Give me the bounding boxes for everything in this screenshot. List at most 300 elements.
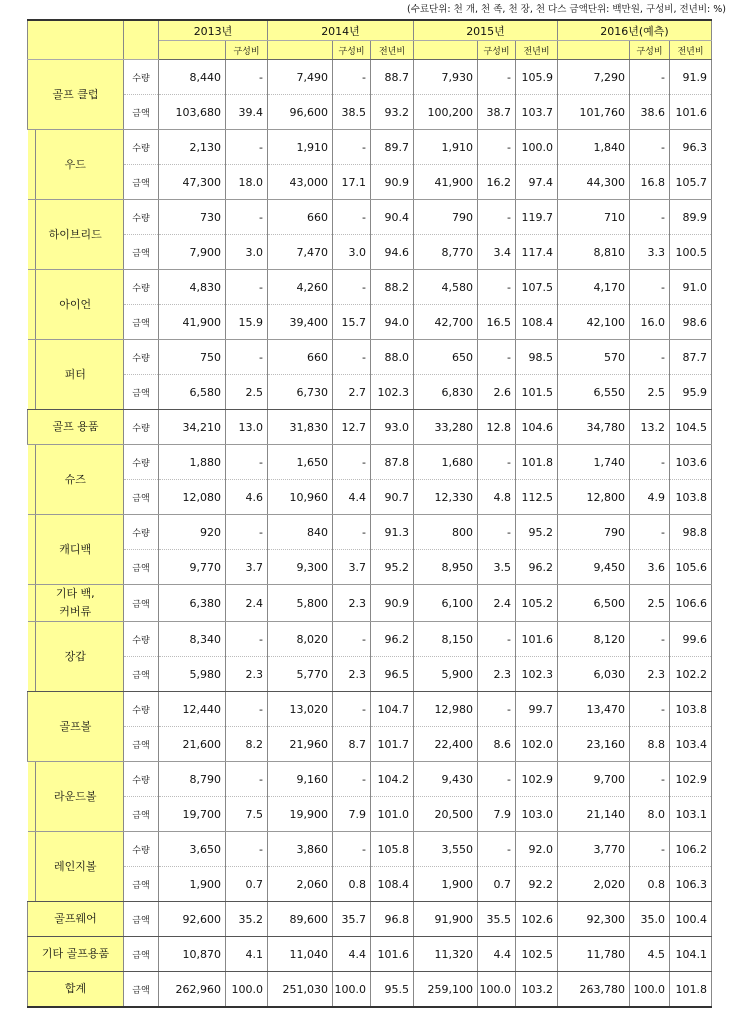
value-cell: 100.0 — [516, 130, 558, 165]
value-cell: - — [630, 692, 670, 727]
value-cell: - — [226, 622, 268, 657]
value-cell: 104.1 — [670, 937, 712, 972]
value-cell: 8.6 — [478, 727, 516, 762]
value-cell: 6,550 — [558, 375, 630, 410]
value-cell: 3.0 — [333, 235, 371, 270]
value-cell: 2,060 — [268, 867, 333, 902]
category-label: 기타 골프용품 — [28, 937, 124, 972]
value-cell: 1,900 — [414, 867, 478, 902]
value-cell: 19,900 — [268, 797, 333, 832]
value-cell: 3,550 — [414, 832, 478, 867]
value-cell: 3.7 — [333, 550, 371, 585]
value-cell: 8.7 — [333, 727, 371, 762]
value-cell: 6,580 — [159, 375, 226, 410]
measure-label: 수량 — [124, 515, 159, 550]
value-cell: 104.6 — [516, 410, 558, 445]
value-cell: 104.2 — [371, 762, 414, 797]
value-cell: 15.9 — [226, 305, 268, 340]
value-cell: 8,120 — [558, 622, 630, 657]
value-cell: 2.6 — [478, 375, 516, 410]
value-cell: 11,780 — [558, 937, 630, 972]
value-cell: 12,330 — [414, 480, 478, 515]
measure-label: 금액 — [124, 305, 159, 340]
value-cell: 5,770 — [268, 657, 333, 692]
category-label: 골프 클럽 — [28, 60, 124, 130]
value-cell: 7,490 — [268, 60, 333, 95]
subcategory-label: 아이언 — [28, 270, 124, 340]
value-cell: 0.7 — [478, 867, 516, 902]
value-cell: 92.2 — [516, 867, 558, 902]
value-cell: 790 — [558, 515, 630, 550]
value-cell: 8,790 — [159, 762, 226, 797]
value-cell: 104.7 — [371, 692, 414, 727]
value-cell: 88.2 — [371, 270, 414, 305]
value-cell: 96.8 — [371, 902, 414, 937]
value-cell: 570 — [558, 340, 630, 375]
measure-header-cell — [124, 20, 159, 60]
value-cell: 88.7 — [371, 60, 414, 95]
value-cell: 105.8 — [371, 832, 414, 867]
value-cell: 91,900 — [414, 902, 478, 937]
value-cell: 12,980 — [414, 692, 478, 727]
value-cell: 99.7 — [516, 692, 558, 727]
value-cell: 13,020 — [268, 692, 333, 727]
value-cell: 96.5 — [371, 657, 414, 692]
value-cell: 92,300 — [558, 902, 630, 937]
table-row — [28, 797, 712, 832]
value-cell: 95.2 — [371, 550, 414, 585]
value-cell: 19,700 — [159, 797, 226, 832]
value-cell: 94.6 — [371, 235, 414, 270]
value-cell: 4.8 — [478, 480, 516, 515]
value-cell: 13,470 — [558, 692, 630, 727]
value-cell: 0.7 — [226, 867, 268, 902]
value-cell: 8,020 — [268, 622, 333, 657]
value-cell: 35.7 — [333, 902, 371, 937]
value-cell: 105.7 — [670, 165, 712, 200]
value-cell: 34,210 — [159, 410, 226, 445]
value-cell: 12,800 — [558, 480, 630, 515]
value-cell: 89,600 — [268, 902, 333, 937]
unit-note: (수료단위: 천 개, 천 족, 천 장, 천 다스 금액단위: 백만원, 구성비, 전년비: %) — [406, 4, 726, 15]
value-cell: 1,680 — [414, 445, 478, 480]
value-cell: 101.8 — [670, 972, 712, 1008]
value-cell: 4,170 — [558, 270, 630, 305]
value-cell: 100.0 — [226, 972, 268, 1008]
table-row — [28, 270, 712, 305]
value-cell: - — [333, 692, 371, 727]
value-cell: 2.5 — [630, 375, 670, 410]
value-cell: 2,130 — [159, 130, 226, 165]
value-cell: 800 — [414, 515, 478, 550]
measure-label: 금액 — [124, 165, 159, 200]
value-cell: 103.7 — [516, 95, 558, 130]
value-cell: 9,160 — [268, 762, 333, 797]
measure-label: 수량 — [124, 410, 159, 445]
value-cell: 39,400 — [268, 305, 333, 340]
subcategory-label: 하이브리드 — [28, 200, 124, 270]
value-cell: 103.8 — [670, 692, 712, 727]
year-header: 2016년(예측) — [558, 20, 712, 41]
value-cell: - — [478, 60, 516, 95]
value-cell: 3.7 — [226, 550, 268, 585]
value-cell: - — [226, 692, 268, 727]
value-cell: 20,500 — [414, 797, 478, 832]
value-cell: 5,900 — [414, 657, 478, 692]
value-cell: 94.0 — [371, 305, 414, 340]
table-row — [28, 235, 712, 270]
value-cell: 16.5 — [478, 305, 516, 340]
value-cell: 102.9 — [670, 762, 712, 797]
value-cell: - — [226, 762, 268, 797]
subcategory-label: 우드 — [28, 130, 124, 200]
measure-label: 수량 — [124, 762, 159, 797]
value-cell: 2.5 — [630, 585, 670, 622]
value-cell: 12.7 — [333, 410, 371, 445]
measure-label: 금액 — [124, 797, 159, 832]
value-cell: 105.9 — [516, 60, 558, 95]
value-cell: 8.0 — [630, 797, 670, 832]
value-cell: 7.5 — [226, 797, 268, 832]
value-cell: 3.4 — [478, 235, 516, 270]
table-row — [28, 692, 712, 727]
value-cell: 91.0 — [670, 270, 712, 305]
table-row — [28, 622, 712, 657]
value-cell: 2.3 — [333, 657, 371, 692]
value-cell: 103.6 — [670, 445, 712, 480]
table-row — [28, 657, 712, 692]
value-cell: 7,900 — [159, 235, 226, 270]
measure-label: 수량 — [124, 60, 159, 95]
table-row — [28, 410, 712, 445]
value-cell: 35.2 — [226, 902, 268, 937]
value-cell: - — [226, 340, 268, 375]
share-subheader: 구성비 — [226, 41, 268, 60]
measure-label: 금액 — [124, 585, 159, 622]
year-header: 2013년 — [159, 20, 268, 41]
subcategory-label: 장갑 — [28, 622, 124, 692]
value-cell: - — [226, 515, 268, 550]
value-cell: 3.6 — [630, 550, 670, 585]
measure-label: 수량 — [124, 445, 159, 480]
value-cell: 101,760 — [558, 95, 630, 130]
value-cell: 104.5 — [670, 410, 712, 445]
value-cell: 23,160 — [558, 727, 630, 762]
value-cell: 8,340 — [159, 622, 226, 657]
value-cell: 1,740 — [558, 445, 630, 480]
value-cell: 38.5 — [333, 95, 371, 130]
value-cell: 4.4 — [333, 937, 371, 972]
value-cell: - — [630, 130, 670, 165]
value-cell: 101.5 — [516, 375, 558, 410]
value-cell: 8,440 — [159, 60, 226, 95]
value-cell: 2.3 — [478, 657, 516, 692]
value-cell: - — [630, 445, 670, 480]
value-cell: 103.2 — [516, 972, 558, 1008]
value-cell: 103,680 — [159, 95, 226, 130]
value-cell: - — [333, 515, 371, 550]
measure-label: 수량 — [124, 270, 159, 305]
yoy-subheader: 전년비 — [670, 41, 712, 60]
value-cell: - — [333, 130, 371, 165]
measure-label: 금액 — [124, 550, 159, 585]
value-cell: - — [333, 622, 371, 657]
value-cell: 8.2 — [226, 727, 268, 762]
value-cell: 1,650 — [268, 445, 333, 480]
value-cell: 710 — [558, 200, 630, 235]
value-cell: 35.5 — [478, 902, 516, 937]
value-cell: 21,600 — [159, 727, 226, 762]
measure-label: 금액 — [124, 375, 159, 410]
blank-subheader — [414, 41, 478, 60]
table-row — [28, 375, 712, 410]
value-cell: 3,770 — [558, 832, 630, 867]
value-cell: 12.8 — [478, 410, 516, 445]
value-cell: 105.2 — [516, 585, 558, 622]
value-cell: 2.4 — [226, 585, 268, 622]
value-cell: 1,900 — [159, 867, 226, 902]
value-cell: - — [333, 340, 371, 375]
value-cell: 750 — [159, 340, 226, 375]
value-cell: 263,780 — [558, 972, 630, 1008]
value-cell: - — [478, 270, 516, 305]
yoy-subheader: 전년비 — [371, 41, 414, 60]
value-cell: 11,320 — [414, 937, 478, 972]
value-cell: - — [226, 832, 268, 867]
value-cell: 2.5 — [226, 375, 268, 410]
value-cell: - — [478, 445, 516, 480]
value-cell: 0.8 — [333, 867, 371, 902]
measure-label: 수량 — [124, 340, 159, 375]
value-cell: 4,260 — [268, 270, 333, 305]
blank-subheader — [159, 41, 226, 60]
table-body — [28, 60, 712, 1008]
value-cell: 93.0 — [371, 410, 414, 445]
value-cell: 4.1 — [226, 937, 268, 972]
value-cell: 101.7 — [371, 727, 414, 762]
value-cell: - — [226, 130, 268, 165]
value-cell: 95.5 — [371, 972, 414, 1008]
value-cell: 42,700 — [414, 305, 478, 340]
year-header: 2015년 — [414, 20, 558, 41]
value-cell: 10,960 — [268, 480, 333, 515]
measure-label: 수량 — [124, 130, 159, 165]
value-cell: 3.3 — [630, 235, 670, 270]
table-row — [28, 972, 712, 1008]
value-cell: 102.3 — [371, 375, 414, 410]
value-cell: 43,000 — [268, 165, 333, 200]
value-cell: 93.2 — [371, 95, 414, 130]
value-cell: 4.5 — [630, 937, 670, 972]
value-cell: - — [333, 60, 371, 95]
measure-label: 금액 — [124, 972, 159, 1008]
value-cell: 102.2 — [670, 657, 712, 692]
value-cell: 9,450 — [558, 550, 630, 585]
value-cell: 96.2 — [516, 550, 558, 585]
value-cell: 6,030 — [558, 657, 630, 692]
value-cell: 8,810 — [558, 235, 630, 270]
value-cell: 38.6 — [630, 95, 670, 130]
value-cell: 44,300 — [558, 165, 630, 200]
value-cell: - — [478, 762, 516, 797]
measure-label: 수량 — [124, 692, 159, 727]
measure-label: 금액 — [124, 902, 159, 937]
value-cell: 96.2 — [371, 622, 414, 657]
value-cell: 13.0 — [226, 410, 268, 445]
blank-subheader — [558, 41, 630, 60]
value-cell: 9,300 — [268, 550, 333, 585]
blank-subheader — [268, 41, 333, 60]
value-cell: - — [630, 270, 670, 305]
value-cell: 1,910 — [268, 130, 333, 165]
value-cell: 103.4 — [670, 727, 712, 762]
value-cell: 100.0 — [333, 972, 371, 1008]
value-cell: 89.9 — [670, 200, 712, 235]
value-cell: 42,100 — [558, 305, 630, 340]
value-cell: 8,150 — [414, 622, 478, 657]
value-cell: 41,900 — [414, 165, 478, 200]
value-cell: 16.8 — [630, 165, 670, 200]
value-cell: 6,500 — [558, 585, 630, 622]
value-cell: 9,770 — [159, 550, 226, 585]
value-cell: 7,290 — [558, 60, 630, 95]
value-cell: 21,140 — [558, 797, 630, 832]
value-cell: 95.2 — [516, 515, 558, 550]
value-cell: 660 — [268, 200, 333, 235]
subcategory-label: 슈즈 — [28, 445, 124, 515]
value-cell: 87.8 — [371, 445, 414, 480]
table-row — [28, 340, 712, 375]
measure-label: 금액 — [124, 937, 159, 972]
value-cell: 87.7 — [670, 340, 712, 375]
value-cell: 35.0 — [630, 902, 670, 937]
value-cell: - — [226, 60, 268, 95]
table-row — [28, 762, 712, 797]
value-cell: 4,830 — [159, 270, 226, 305]
value-cell: 840 — [268, 515, 333, 550]
value-cell: 107.5 — [516, 270, 558, 305]
value-cell: - — [630, 60, 670, 95]
measure-label: 금액 — [124, 480, 159, 515]
value-cell: 106.6 — [670, 585, 712, 622]
value-cell: 8,950 — [414, 550, 478, 585]
value-cell: - — [478, 622, 516, 657]
value-cell: 103.1 — [670, 797, 712, 832]
value-cell: - — [333, 200, 371, 235]
value-cell: 106.3 — [670, 867, 712, 902]
value-cell: - — [478, 692, 516, 727]
value-cell: 100.0 — [630, 972, 670, 1008]
value-cell: - — [630, 515, 670, 550]
subcategory-label: 퍼터 — [28, 340, 124, 410]
value-cell: 1,840 — [558, 130, 630, 165]
value-cell: 38.7 — [478, 95, 516, 130]
golf-market-table — [27, 19, 712, 1008]
subcategory-label: 기타 백, 커버류 — [28, 585, 124, 622]
value-cell: 102.3 — [516, 657, 558, 692]
value-cell: 3.0 — [226, 235, 268, 270]
value-cell: 920 — [159, 515, 226, 550]
value-cell: 117.4 — [516, 235, 558, 270]
value-cell: 2.4 — [478, 585, 516, 622]
share-subheader: 구성비 — [478, 41, 516, 60]
table-row — [28, 60, 712, 95]
value-cell: 92.0 — [516, 832, 558, 867]
value-cell: 7,470 — [268, 235, 333, 270]
category-label: 골프볼 — [28, 692, 124, 762]
value-cell: 12,440 — [159, 692, 226, 727]
value-cell: 102.6 — [516, 902, 558, 937]
value-cell: 7.9 — [478, 797, 516, 832]
category-label: 골프웨어 — [28, 902, 124, 937]
value-cell: 100.4 — [670, 902, 712, 937]
value-cell: 90.9 — [371, 585, 414, 622]
value-cell: 8.8 — [630, 727, 670, 762]
value-cell: 4.9 — [630, 480, 670, 515]
value-cell: - — [478, 832, 516, 867]
value-cell: 650 — [414, 340, 478, 375]
table-row — [28, 867, 712, 902]
value-cell: 1,910 — [414, 130, 478, 165]
value-cell: 98.8 — [670, 515, 712, 550]
value-cell: 6,730 — [268, 375, 333, 410]
share-subheader: 구성비 — [630, 41, 670, 60]
value-cell: 102.9 — [516, 762, 558, 797]
value-cell: 3,650 — [159, 832, 226, 867]
value-cell: 47,300 — [159, 165, 226, 200]
table-row — [28, 200, 712, 235]
value-cell: 34,780 — [558, 410, 630, 445]
value-cell: 102.5 — [516, 937, 558, 972]
value-cell: 108.4 — [516, 305, 558, 340]
measure-label: 수량 — [124, 832, 159, 867]
value-cell: 98.5 — [516, 340, 558, 375]
value-cell: 13.2 — [630, 410, 670, 445]
value-cell: 33,280 — [414, 410, 478, 445]
value-cell: - — [478, 515, 516, 550]
value-cell: 730 — [159, 200, 226, 235]
table-row — [28, 165, 712, 200]
value-cell: 1,880 — [159, 445, 226, 480]
value-cell: - — [630, 622, 670, 657]
value-cell: - — [333, 270, 371, 305]
measure-label: 금액 — [124, 657, 159, 692]
table-row — [28, 727, 712, 762]
table-row — [28, 550, 712, 585]
value-cell: - — [630, 832, 670, 867]
value-cell: 15.7 — [333, 305, 371, 340]
value-cell: - — [333, 762, 371, 797]
subcategory-label: 라운드볼 — [28, 762, 124, 832]
value-cell: 92,600 — [159, 902, 226, 937]
table-row — [28, 445, 712, 480]
value-cell: 0.8 — [630, 867, 670, 902]
value-cell: 89.7 — [371, 130, 414, 165]
value-cell: 105.6 — [670, 550, 712, 585]
value-cell: 96,600 — [268, 95, 333, 130]
value-cell: 100.5 — [670, 235, 712, 270]
value-cell: 96.3 — [670, 130, 712, 165]
value-cell: 88.0 — [371, 340, 414, 375]
value-cell: 7.9 — [333, 797, 371, 832]
value-cell: 9,430 — [414, 762, 478, 797]
value-cell: 100,200 — [414, 95, 478, 130]
subcategory-label: 캐디백 — [28, 515, 124, 585]
value-cell: 5,800 — [268, 585, 333, 622]
value-cell: 8,770 — [414, 235, 478, 270]
year-header: 2014년 — [268, 20, 414, 41]
table-row — [28, 480, 712, 515]
